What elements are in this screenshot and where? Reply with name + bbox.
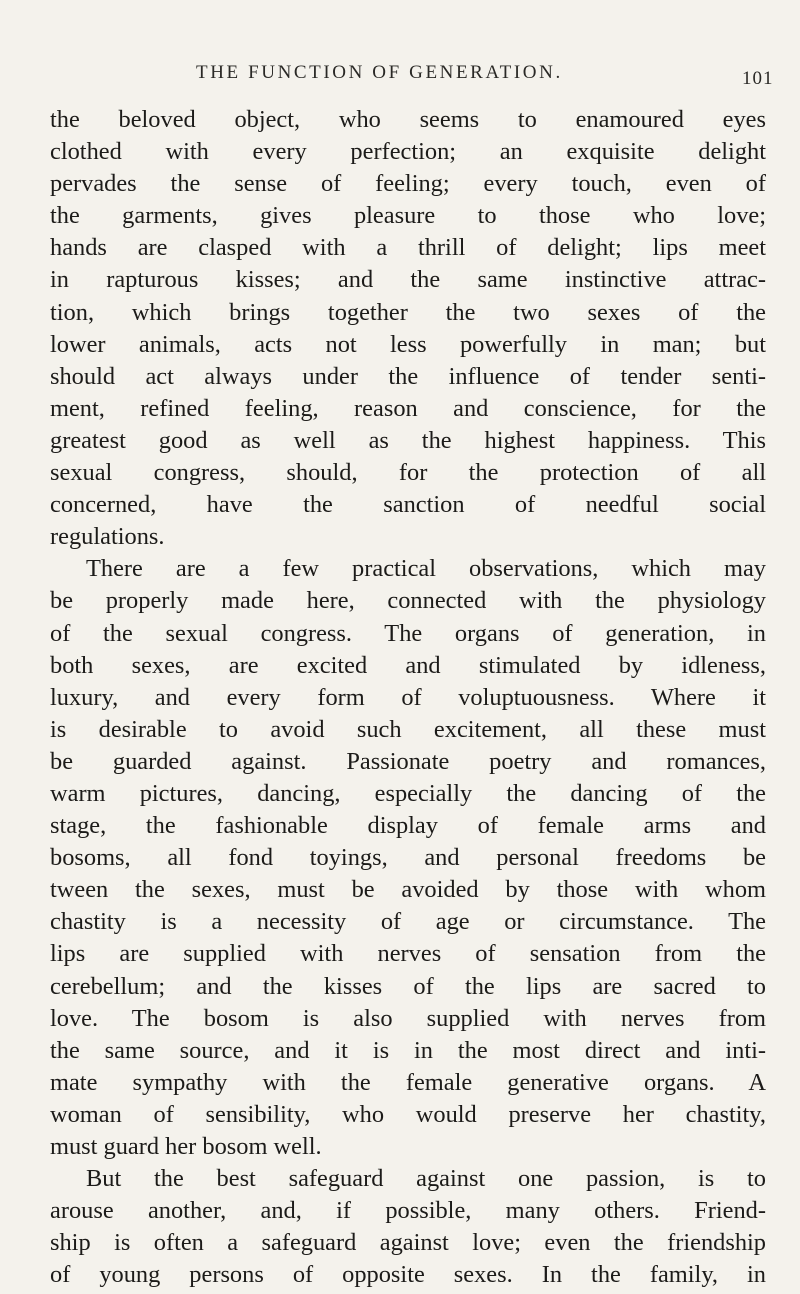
text-line: should act always under the influence of tender senti- [50, 362, 766, 390]
chapter-title: THE FUNCTION OF GENERATION. [196, 62, 563, 83]
text-line: both sexes, are excited and stimulated by idleness, [50, 651, 766, 679]
text-line: be properly made here, connected with the physiology [50, 587, 766, 615]
text-line: the same source, and it is in the most direct and inti- [50, 1036, 766, 1064]
text-line: luxury, and every form of voluptuousness. Where it [50, 683, 766, 711]
text-line: must guard her bosom well. [50, 1133, 322, 1160]
text-line: ship is often a safeguard against love; even the friendship [50, 1229, 766, 1257]
text-line: woman of sensibility, who would preserve her chastity, [50, 1100, 766, 1128]
text-line: chastity is a necessity of age or circumstance. The [50, 908, 766, 936]
text-line: But the best safeguard against one passion, is to [86, 1165, 766, 1193]
text-line: the garments, gives pleasure to those who love; [50, 202, 766, 230]
running-head [0, 58, 800, 98]
text-line: lower animals, acts not less powerfully in man; but [50, 330, 766, 358]
text-line: tween the sexes, must be avoided by those with whom [50, 876, 766, 904]
paragraph [50, 1163, 766, 1291]
text-line: regulations. [50, 523, 165, 551]
text-line: cerebellum; and the kisses of the lips are sacred to [50, 972, 766, 1000]
text-line: arouse another, and, if possible, many others. Friend- [50, 1197, 766, 1225]
text-line: is desirable to avoid such excitement, all these must [50, 715, 766, 743]
text-line: concerned, have the sanction of needful social [50, 491, 766, 519]
text-line: the beloved object, who seems to enamoured eyes [50, 106, 766, 133]
paragraph [50, 104, 766, 553]
text-line: in rapturous kisses; and the same instinctive attrac- [50, 266, 766, 294]
text-line: There are a few practical observations, which may [86, 555, 766, 583]
text-line: lips are supplied with nerves of sensation from the [50, 940, 766, 968]
paragraph [50, 553, 766, 1163]
text-line: clothed with every perfection; an exquisite delight [50, 138, 766, 166]
body-text [50, 104, 766, 1291]
text-line: of young persons of opposite sexes. In the family, in [50, 1261, 766, 1289]
text-line: stage, the fashionable display of female arms and [50, 812, 766, 840]
text-line: tion, which brings together the two sexes of the [50, 298, 766, 326]
text-line: bosoms, all fond toyings, and personal freedoms be [50, 844, 766, 872]
text-line: of the sexual congress. The organs of generation, in [50, 619, 766, 647]
page-number: 101 [742, 68, 774, 89]
text-line: mate sympathy with the female generative organs. A [50, 1068, 766, 1096]
text-line: be guarded against. Passionate poetry and romances, [50, 747, 766, 775]
text-line: pervades the sense of feeling; every touch, even of [50, 170, 766, 198]
text-line: ment, refined feeling, reason and conscience, for the [50, 394, 766, 422]
text-line: hands are clasped with a thrill of delight; lips meet [50, 234, 766, 262]
text-line: sexual congress, should, for the protection of all [50, 459, 766, 487]
text-line: warm pictures, dancing, especially the dancing of the [50, 779, 766, 807]
text-line: greatest good as well as the highest happiness. This [50, 426, 766, 454]
text-line: love. The bosom is also supplied with nerves from [50, 1004, 766, 1032]
